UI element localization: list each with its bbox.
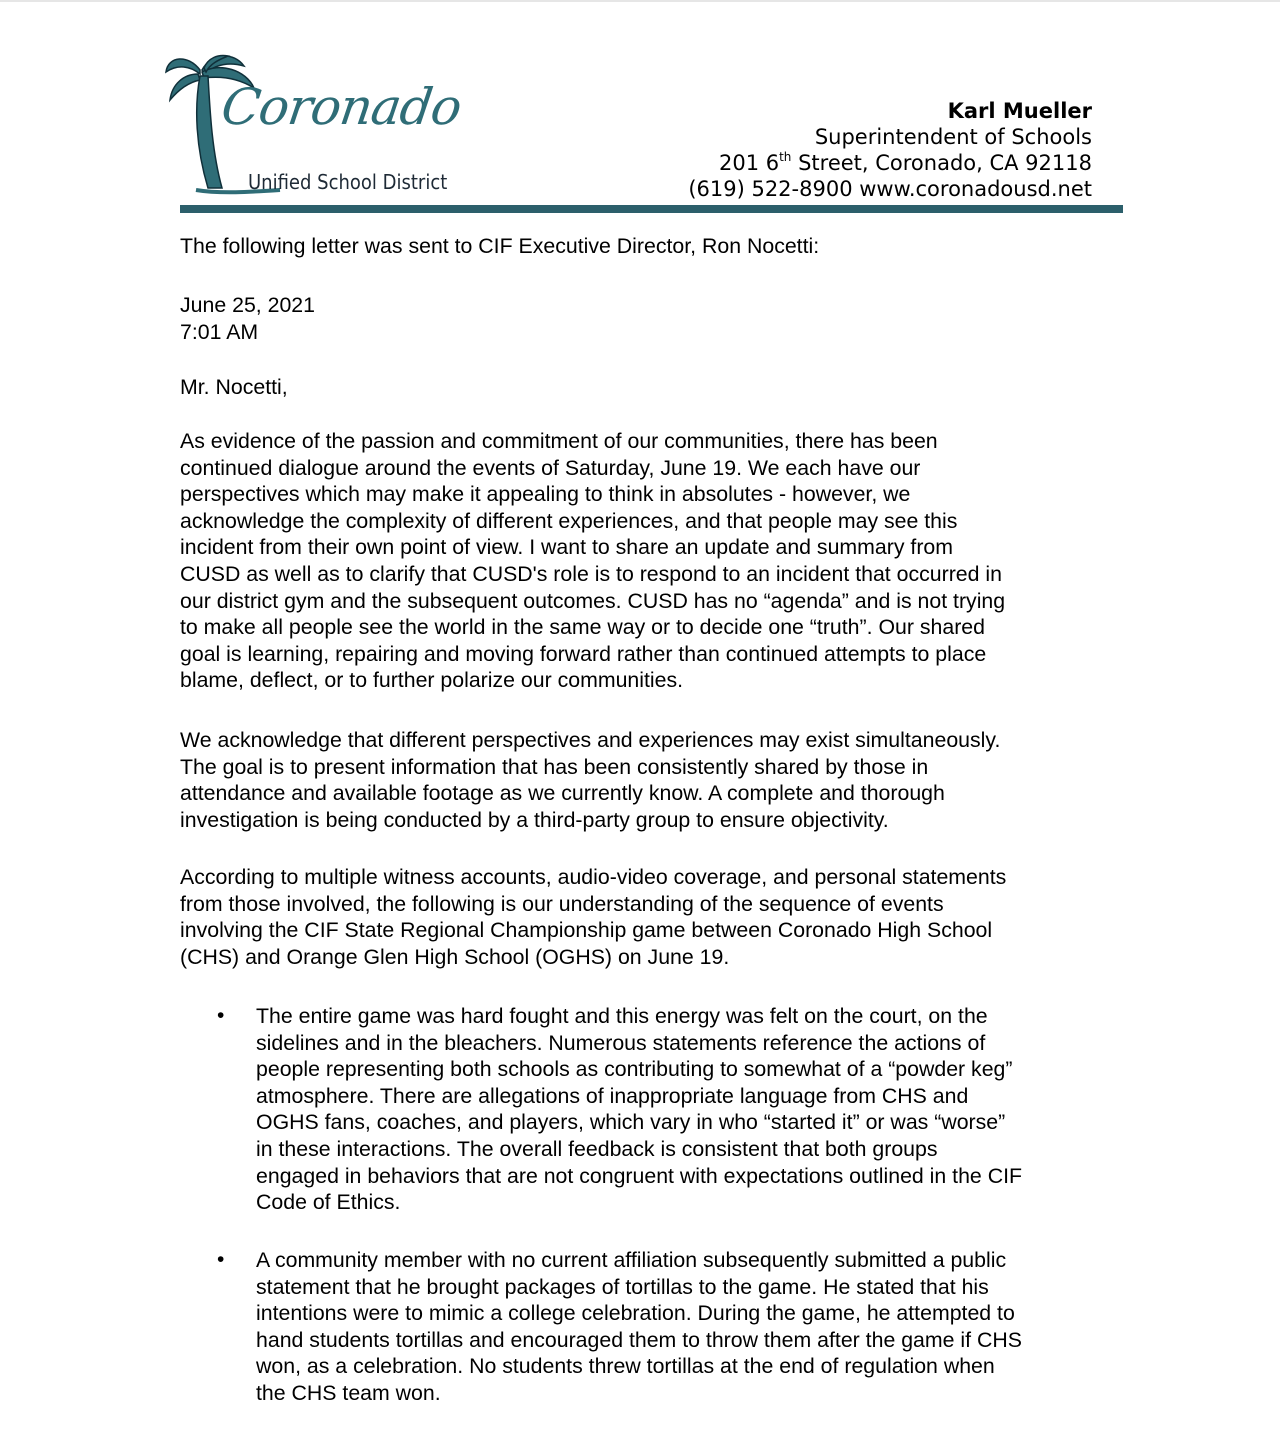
page-top-border	[0, 0, 1280, 2]
bullet-item-1	[256, 1003, 1126, 1216]
paragraph-line: As evidence of the passion and commitment of our communities, there has been	[180, 429, 938, 453]
bullet-line: statement that he brought packages of tortillas to the game. He stated that his	[256, 1274, 989, 1299]
paragraph-line: investigation is being conducted by a third-party group to ensure objectivity.	[180, 807, 889, 832]
paragraph-line: According to multiple witness accounts, audio-video coverage, and personal statements	[180, 865, 1007, 889]
bullet-line: won, as a celebration. No students threw tortillas at the end of regulation when	[256, 1354, 995, 1379]
paragraph-line: CUSD as well as to clarify that CUSD's role is to respond to an incident that occurred in	[180, 561, 1002, 586]
letter-time: 7:01 AM	[180, 320, 259, 344]
paragraph-line: (CHS) and Orange Glen High School (OGHS) on June 19.	[180, 944, 730, 969]
address-street: Street, Coronado, CA 92118	[791, 151, 1092, 175]
bullet-line: sidelines and in the bleachers. Numerous statements reference the actions of	[256, 1030, 986, 1055]
bullet-line: A community member with no current affiliation subsequently submitted a public	[256, 1248, 1007, 1272]
letterhead-divider	[180, 205, 1123, 213]
letterhead-contact	[688, 98, 1092, 202]
district-address	[688, 150, 1092, 176]
bullet-item-2	[256, 1247, 1126, 1407]
paragraph-line: The goal is to present information that has been consistently shared by those in	[180, 754, 929, 779]
paragraph-line: blame, deflect, or to further polarize our communities.	[180, 668, 684, 693]
paragraph-line: attendance and available footage as we currently know. A complete and thorough	[180, 781, 945, 806]
paragraph-line: continued dialogue around the events of Saturday, June 19. We each have our	[180, 455, 921, 480]
paragraph-2	[180, 727, 1120, 833]
paragraph-3	[180, 864, 1120, 970]
bullet-line: intentions were to mimic a college celebration. During the game, he attempted to	[256, 1301, 1015, 1326]
bullet-line: the CHS team won.	[256, 1380, 441, 1405]
bullet-line: OGHS fans, coaches, and players, which vary in who “started it” or was “worse”	[256, 1110, 1006, 1135]
bullet-marker: •	[217, 1004, 225, 1027]
paragraph-line: goal is learning, repairing and moving forward rather than continued attempts to place	[180, 641, 987, 666]
intro-line: The following letter was sent to CIF Executive Director, Ron Nocetti:	[180, 234, 820, 258]
bullet-line: people representing both schools as contributing to somewhat of a “powder keg”	[256, 1057, 1013, 1082]
paragraph-line: incident from their own point of view. I want to share an update and summary from	[180, 535, 953, 560]
paragraph-line: acknowledge the complexity of different experiences, and that people may see this	[180, 508, 958, 533]
bullet-line: in these interactions. The overall feedback is consistent that both groups	[256, 1136, 938, 1161]
phone-website: (619) 522-8900 www.coronadousd.net	[688, 177, 1092, 201]
bullet-line: engaged in behaviors that are not congruent with expectations outlined in the CIF	[256, 1163, 1023, 1188]
bullet-marker: •	[217, 1248, 225, 1271]
district-logo	[160, 48, 490, 203]
address-number: 201 6	[718, 151, 780, 175]
superintendent-name: Karl Mueller	[947, 99, 1092, 123]
logo-subtitle: Unified School District	[248, 170, 448, 194]
paragraph-line: perspectives which may make it appealing to think in absolutes - however, we	[180, 482, 911, 507]
paragraph-line: to make all people see the world in the same way or to decide one “truth”. Our shared	[180, 615, 985, 640]
bullet-line: hand students tortillas and encouraged them to throw them after the game if CHS	[256, 1327, 1022, 1352]
bullet-line: The entire game was hard fought and this energy was felt on the court, on the	[256, 1004, 988, 1028]
paragraph-line: We acknowledge that different perspectives and experiences may exist simultaneously.	[180, 728, 1001, 752]
superintendent-title: Superintendent of Schools	[814, 125, 1092, 149]
paragraph-line: from those involved, the following is our understanding of the sequence of events	[180, 891, 944, 916]
paragraph-line: involving the CIF State Regional Championship game between Coronado High School	[180, 918, 993, 943]
bullet-line: Code of Ethics.	[256, 1190, 401, 1215]
salutation: Mr. Nocetti,	[180, 375, 288, 399]
bullet-line: atmosphere. There are allegations of inappropriate language from CHS and	[256, 1083, 969, 1108]
letter-date: June 25, 2021	[180, 293, 315, 317]
address-ordinal: th	[779, 150, 792, 164]
logo-wordmark: Coronado	[217, 78, 465, 136]
paragraph-line: our district gym and the subsequent outcomes. CUSD has no “agenda” and is not trying	[180, 588, 1006, 613]
paragraph-1	[180, 428, 1120, 694]
